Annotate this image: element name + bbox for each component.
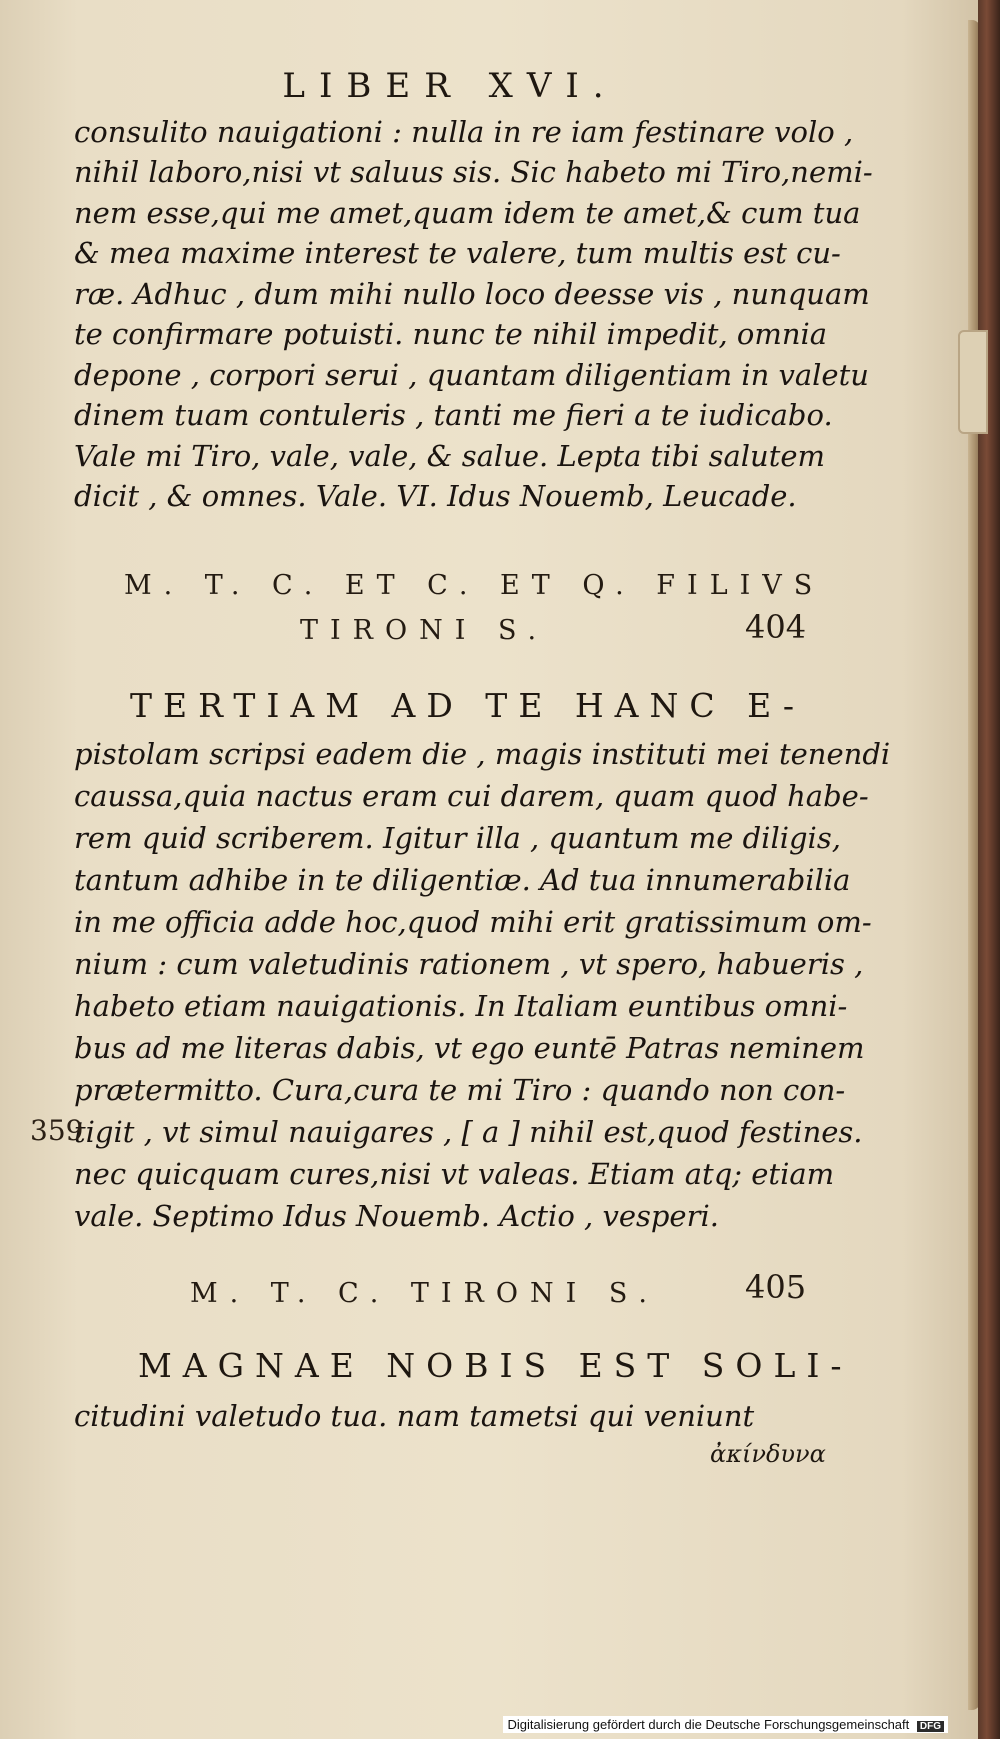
text-line: in me officia adde hoc,quod mihi erit gratissimum om- [74, 905, 872, 939]
letter-opening: TERTIAM AD TE HANC E- [130, 686, 805, 725]
text-line: nec quicquam cures,nisi vt valeas. Etiam atq; etiam [74, 1157, 835, 1191]
text-line: & mea maxime interest te valere, tum multis est cu- [74, 236, 841, 270]
margin-number: 359 [30, 1114, 84, 1147]
text-line: nem esse,qui me amet,quam idem te amet,& cum tua [74, 196, 861, 230]
text-line: dinem tuam contuleris , tanti me fieri a te iudicabo. [74, 398, 833, 432]
letter-number: 405 [745, 1268, 807, 1306]
text-line: tantum adhibe in te diligentiæ. Ad tua innumerabilia [74, 863, 851, 897]
letter-number: 404 [745, 608, 807, 646]
dfg-logo: DFG [917, 1721, 944, 1732]
text-line: vale. Septimo Idus Nouemb. Actio , vesperi. [74, 1199, 719, 1233]
text-line: depone , corpori serui , quantam diligentiam in valetu [74, 358, 869, 392]
catchword: ἀκίνδυνα [710, 1440, 826, 1468]
text-line: consulito nauigationi : nulla in re iam festinare volo , [74, 115, 854, 149]
letter-opening: MAGNAE NOBIS EST SOLI- [138, 1346, 853, 1385]
text-line: tigit , vt simul nauigares , [ a ] nihil est,quod festines. [74, 1115, 863, 1149]
text-line: rem quid scriberem. Igitur illa , quantum me diligis, [74, 821, 841, 855]
text-line: habeto etiam nauigationis. In Italiam euntibus omni- [74, 989, 848, 1023]
text-line: te confirmare potuisti. nunc te nihil impedit, omnia [74, 317, 828, 351]
letter-heading-recipient: TIRONI S. [300, 615, 549, 646]
letter-heading: M. T. C. TIRONI S. [190, 1278, 660, 1309]
text-line: prætermitto. Cura,cura te mi Tiro : quando non con- [74, 1073, 846, 1107]
text-line: nium : cum valetudinis rationem , vt spero, habueris , [74, 947, 864, 981]
text-line: citudini valetudo tua. nam tametsi qui veniunt [74, 1399, 755, 1433]
digitization-credit [503, 1716, 948, 1733]
text-line: Vale mi Tiro, vale, vale, & salue. Lepta tibi salutem [74, 439, 826, 473]
text-line: dicit , & omnes. Vale. VI. Idus Nouemb, Leucade. [74, 479, 797, 513]
letter-heading: M. T. C. ET C. ET Q. FILIVS [124, 570, 825, 601]
text-line: nihil laboro,nisi vt saluus sis. Sic habeto mi Tiro,nemi- [74, 155, 873, 189]
book-cover-edge [978, 0, 1000, 1739]
text-line: caussa,quia nactus eram cui darem, quam quod habe- [74, 779, 869, 813]
credit-text: Digitalisierung gefördert durch die Deutsche Forschungsgemeinschaft [507, 1717, 910, 1732]
text-line: pistolam scripsi eadem die , magis instituti mei tenendi [74, 737, 891, 771]
page-tab-marker [958, 330, 988, 434]
text-line: ræ. Adhuc , dum mihi nullo loco deesse vis , nunquam [74, 277, 870, 311]
running-title: LIBER XVI. [282, 66, 618, 106]
text-line: bus ad me literas dabis, vt ego euntē Patras neminem [74, 1031, 865, 1065]
